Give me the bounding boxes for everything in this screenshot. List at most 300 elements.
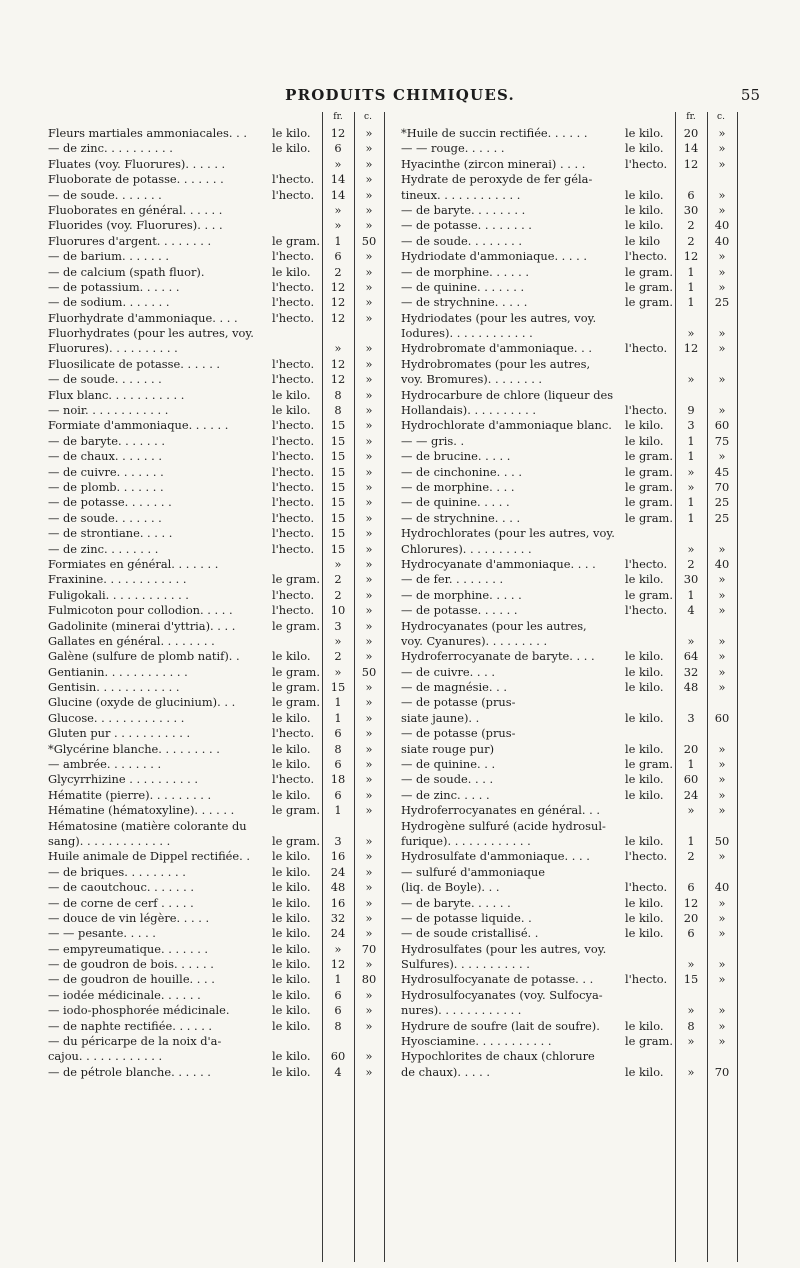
entry-centimes: »	[718, 757, 726, 772]
price-entry	[401, 972, 746, 987]
entry-francs: 15	[330, 526, 346, 541]
entry-unit: le kilo.	[272, 895, 311, 910]
entry-francs: 2	[334, 587, 342, 602]
entry-centimes: »	[718, 957, 726, 972]
entry-centimes: »	[718, 972, 726, 987]
entry-label: *Glycérine blanche. . . . . . . . .	[48, 741, 220, 756]
entry-centimes: »	[718, 603, 726, 618]
entry-unit: l'hecto.	[272, 418, 315, 433]
entry-centimes: »	[718, 372, 726, 387]
entry-label: — — rouge. . . . . .	[401, 141, 505, 156]
entry-unit: l'hecto.	[625, 156, 668, 171]
entry-francs: 3	[334, 618, 342, 633]
entry-centimes: 60	[714, 710, 730, 725]
entry-unit: l'hecto.	[625, 341, 668, 356]
price-entry	[48, 126, 393, 141]
entry-label: Hydrochlorate d'ammoniaque blanc.	[401, 418, 612, 433]
entry-centimes: »	[718, 680, 726, 695]
entry-label: *Huile de succin rectifiée. . . . . .	[401, 126, 588, 140]
entry-francs: 24	[330, 926, 346, 941]
entry-unit: l'hecto.	[272, 279, 315, 294]
entry-francs: »	[334, 341, 342, 356]
entry-unit: le gram.	[625, 449, 673, 464]
entry-francs: 6	[687, 880, 695, 895]
entry-unit: le gram.	[272, 572, 320, 587]
entry-label: — iodo-phosphorée médicinale.	[48, 1003, 230, 1018]
entry-unit: le kilo.	[272, 1064, 311, 1079]
entry-francs: 4	[334, 1064, 342, 1079]
entry-centimes: 25	[714, 295, 730, 310]
entry-francs: 15	[330, 433, 346, 448]
entry-centimes: »	[365, 880, 373, 895]
entry-label: Chlorures). . . . . . . . . .	[401, 541, 532, 556]
entry-unit: le gram.	[272, 618, 320, 633]
entry-francs: 1	[687, 833, 695, 848]
price-entry	[401, 1065, 746, 1080]
price-entry	[401, 988, 746, 1003]
price-entry	[401, 341, 746, 356]
entry-label: — de barium. . . . . . .	[48, 249, 170, 264]
entry-francs: 12	[683, 156, 699, 171]
entry-francs: 20	[683, 126, 699, 140]
entry-label: — de calcium (spath fluor).	[48, 264, 205, 279]
entry-francs: 3	[334, 833, 342, 848]
entry-centimes: »	[365, 726, 373, 741]
entry-centimes: »	[365, 479, 373, 494]
entry-unit: l'hecto.	[272, 249, 315, 264]
entry-francs: 2	[687, 556, 695, 571]
entry-centimes: »	[365, 418, 373, 433]
entry-label: Hématosine (matière colorante du	[48, 818, 247, 833]
entry-label: Glycyrrhizine . . . . . . . . . .	[48, 772, 198, 787]
entry-label: Fluorures). . . . . . . . . .	[48, 341, 178, 356]
price-entry	[48, 896, 393, 911]
price-entry	[48, 649, 393, 664]
entry-unit: le gram.	[625, 587, 673, 602]
entry-unit: le gram.	[625, 757, 673, 772]
entry-label: Hydriodates (pour les autres, voy.	[401, 310, 597, 325]
entry-label: Gallates en général. . . . . . . .	[48, 633, 215, 648]
entry-francs: 30	[683, 572, 699, 587]
entry-centimes: »	[365, 633, 373, 648]
entry-centimes: »	[365, 495, 373, 510]
entry-francs: 1	[687, 279, 695, 294]
price-entry	[401, 911, 746, 926]
entry-label: tineux. . . . . . . . . . . .	[401, 187, 521, 202]
entry-francs: 1	[334, 710, 342, 725]
entry-francs: »	[687, 1064, 695, 1079]
entry-label: — douce de vin légère. . . . .	[48, 910, 210, 925]
page-header	[0, 86, 800, 110]
entry-label: Glucine (oxyde de glucinium). . .	[48, 695, 236, 710]
price-entry	[48, 819, 393, 834]
entry-francs: »	[687, 479, 695, 494]
entry-unit: le kilo.	[625, 202, 664, 217]
entry-label: Fluorides (voy. Fluorures). . . .	[48, 218, 223, 233]
price-entry	[401, 1003, 746, 1018]
entry-francs: »	[334, 556, 342, 571]
price-entry	[401, 249, 746, 264]
entry-centimes: »	[365, 1003, 373, 1018]
price-entry	[401, 203, 746, 218]
price-entry	[48, 403, 393, 418]
entry-centimes: »	[365, 695, 373, 710]
entry-centimes: »	[718, 664, 726, 679]
entry-label: Galène (sulfure de plomb natif). .	[48, 649, 240, 664]
entry-centimes: 40	[714, 233, 730, 248]
entry-francs: 2	[687, 233, 695, 248]
entry-centimes: »	[365, 710, 373, 725]
price-entry	[48, 942, 393, 957]
entry-label: Hydrosulfate d'ammoniaque. . . .	[401, 849, 590, 864]
entry-unit: le kilo.	[625, 187, 664, 202]
entry-francs: 20	[683, 910, 699, 925]
entry-francs: 15	[330, 510, 346, 525]
price-entry	[401, 1049, 746, 1064]
entry-label: Hydrosulfocyanates (voy. Sulfocya-	[401, 987, 603, 1002]
entry-centimes: »	[718, 541, 726, 556]
entry-francs: 60	[330, 1049, 346, 1064]
price-entry	[401, 619, 746, 634]
entry-francs: 30	[683, 202, 699, 217]
entry-unit: le gram.	[625, 510, 673, 525]
entry-francs: 12	[330, 372, 346, 387]
entry-unit: l'hecto.	[272, 310, 315, 325]
entry-unit: le kilo	[625, 233, 661, 248]
entry-label: Gentianin. . . . . . . . . . . .	[48, 664, 188, 679]
price-entry	[401, 695, 746, 710]
entry-unit: le kilo.	[272, 864, 311, 879]
entry-label: voy. Cyanures). . . . . . . . .	[401, 633, 548, 648]
price-entry	[401, 280, 746, 295]
price-entry	[48, 157, 393, 172]
entry-label: — iodée médicinale. . . . . .	[48, 987, 201, 1002]
price-entry	[48, 542, 393, 557]
entry-centimes: »	[365, 387, 373, 402]
entry-unit: l'hecto.	[272, 495, 315, 510]
entry-unit: l'hecto.	[625, 556, 668, 571]
entry-francs: 2	[334, 264, 342, 279]
entry-francs: »	[334, 156, 342, 171]
entry-centimes: »	[365, 541, 373, 556]
entry-unit: le kilo.	[625, 433, 664, 448]
entry-label: — empyreumatique. . . . . . .	[48, 941, 209, 956]
entry-francs: 4	[687, 603, 695, 618]
entry-label: Sulfures). . . . . . . . . . .	[401, 957, 530, 972]
entry-centimes: 70	[714, 479, 730, 494]
entry-label: Hyosciamine. . . . . . . . . . .	[401, 1034, 552, 1049]
price-entry	[48, 880, 393, 895]
entry-centimes: »	[718, 1003, 726, 1018]
entry-centimes: »	[365, 187, 373, 202]
entry-centimes: »	[365, 356, 373, 371]
entry-unit: le kilo.	[625, 1064, 664, 1079]
entry-label: — de morphine. . . . .	[401, 587, 522, 602]
entry-francs: 14	[330, 187, 346, 202]
price-entry	[401, 495, 746, 510]
entry-label: — de cinchonine. . . .	[401, 464, 522, 479]
price-entry	[48, 218, 393, 233]
price-entry	[48, 788, 393, 803]
entry-francs: 12	[330, 957, 346, 972]
entry-centimes: »	[365, 833, 373, 848]
entry-label: — ambrée. . . . . . . .	[48, 757, 162, 772]
page-title: PRODUITS CHIMIQUES.	[285, 86, 515, 104]
entry-unit: le kilo.	[272, 1003, 311, 1018]
entry-francs: 3	[687, 418, 695, 433]
entry-centimes: »	[718, 1034, 726, 1049]
entry-label: — de soude. . . . . . .	[48, 372, 162, 387]
entry-label: — de morphine. . . . . .	[401, 264, 529, 279]
price-entry	[48, 849, 393, 864]
entry-label: Fluates (voy. Fluorures). . . . . .	[48, 156, 226, 171]
entry-centimes: »	[365, 295, 373, 310]
entry-label: Iodures). . . . . . . . . . . .	[401, 326, 533, 341]
entry-centimes: »	[718, 587, 726, 602]
entry-unit: le gram.	[625, 495, 673, 510]
price-entry	[401, 880, 746, 895]
entry-label: (liq. de Boyle). . .	[401, 880, 500, 895]
entry-francs: 12	[683, 341, 699, 356]
entry-unit: le gram.	[625, 264, 673, 279]
price-entry	[401, 357, 746, 372]
entry-francs: 16	[330, 895, 346, 910]
price-entry	[401, 665, 746, 680]
price-entry	[48, 572, 393, 587]
entry-centimes: »	[718, 126, 726, 140]
entry-unit: le kilo.	[272, 849, 311, 864]
price-entry	[401, 434, 746, 449]
entry-centimes: 70	[361, 941, 377, 956]
price-entry	[48, 803, 393, 818]
price-entry	[48, 280, 393, 295]
francs-header: fr.	[686, 112, 696, 122]
entry-label: Hydroferrocyanates en général. . .	[401, 803, 600, 818]
entry-centimes: »	[718, 187, 726, 202]
entry-label: nures). . . . . . . . . . . .	[401, 1003, 522, 1018]
entry-centimes: 60	[714, 418, 730, 433]
entry-label: Formiate d'ammoniaque. . . . . .	[48, 418, 229, 433]
entry-francs: 8	[334, 741, 342, 756]
entry-label: Hématine (hématoxyline). . . . . .	[48, 803, 235, 818]
entry-francs: 6	[334, 787, 342, 802]
price-entry	[401, 957, 746, 972]
entry-label: Fraxinine. . . . . . . . . . . .	[48, 572, 187, 587]
price-entry	[48, 1003, 393, 1018]
entry-centimes: »	[365, 1049, 373, 1064]
entry-label: siate rouge pur)	[401, 741, 495, 756]
entry-label: — de morphine. . . .	[401, 479, 515, 494]
price-entry	[401, 557, 746, 572]
entry-unit: le kilo.	[272, 957, 311, 972]
price-entry	[401, 757, 746, 772]
entry-centimes: »	[718, 249, 726, 264]
entry-centimes: »	[365, 449, 373, 464]
entry-centimes: »	[365, 957, 373, 972]
entry-label: furique). . . . . . . . . . . .	[401, 833, 531, 848]
entry-centimes: »	[365, 572, 373, 587]
entry-centimes: 80	[361, 972, 377, 987]
entry-centimes: »	[365, 895, 373, 910]
entry-label: — noir. . . . . . . . . . . .	[48, 403, 169, 418]
entry-francs: 6	[334, 757, 342, 772]
price-entry	[401, 403, 746, 418]
entry-label: cajou. . . . . . . . . . . .	[48, 1049, 163, 1064]
entry-unit: l'hecto.	[625, 403, 668, 418]
price-entry	[48, 603, 393, 618]
entry-label: Hypochlorites de chaux (chlorure	[401, 1049, 595, 1064]
price-list	[401, 126, 746, 1080]
entry-francs: 15	[330, 541, 346, 556]
entry-francs: 12	[330, 310, 346, 325]
entry-centimes: 45	[714, 464, 730, 479]
price-entry	[48, 188, 393, 203]
entry-francs: 1	[334, 695, 342, 710]
entry-centimes: »	[718, 803, 726, 818]
entry-francs: 15	[683, 972, 699, 987]
price-entry	[401, 141, 746, 156]
entry-centimes: »	[718, 279, 726, 294]
entry-centimes: »	[365, 772, 373, 787]
entry-centimes: 40	[714, 218, 730, 233]
entry-unit: l'hecto.	[625, 603, 668, 618]
entry-francs: »	[687, 803, 695, 818]
entry-label: — de quinine. . .	[401, 757, 496, 772]
entry-francs: 14	[330, 172, 346, 187]
entry-centimes: »	[365, 618, 373, 633]
entry-unit: l'hecto.	[272, 172, 315, 187]
entry-unit: l'hecto.	[625, 972, 668, 987]
price-entry	[401, 311, 746, 326]
entry-centimes: 25	[714, 495, 730, 510]
entry-label: siate jaune). .	[401, 710, 480, 725]
price-entry	[48, 326, 393, 341]
entry-centimes: »	[365, 910, 373, 925]
entry-unit: le kilo.	[272, 141, 311, 156]
price-entry	[48, 619, 393, 634]
entry-unit: l'hecto.	[272, 464, 315, 479]
entry-centimes: »	[365, 864, 373, 879]
price-entry	[401, 372, 746, 387]
entry-label: Fluosilicate de potasse. . . . . .	[48, 356, 221, 371]
entry-unit: le kilo.	[625, 1018, 664, 1033]
price-entry	[48, 234, 393, 249]
price-entry	[401, 388, 746, 403]
entry-centimes: »	[365, 341, 373, 356]
entry-label: Hydrosulfocyanate de potasse. . .	[401, 972, 594, 987]
price-entry	[48, 926, 393, 941]
entry-centimes: »	[365, 849, 373, 864]
price-entry	[401, 326, 746, 341]
entry-centimes: »	[365, 510, 373, 525]
entry-label: Hydrocarbure de chlore (liqueur des	[401, 387, 614, 402]
entry-unit: l'hecto.	[272, 295, 315, 310]
entry-label: — de goudron de bois. . . . . .	[48, 957, 214, 972]
entry-label: — de strontiane. . . . .	[48, 526, 173, 541]
entry-centimes: »	[365, 1018, 373, 1033]
centimes-header: c.	[717, 112, 725, 122]
entry-unit: le kilo.	[272, 1018, 311, 1033]
price-entry	[401, 511, 746, 526]
entry-francs: 12	[330, 295, 346, 310]
price-entry	[48, 357, 393, 372]
entry-francs: 14	[683, 141, 699, 156]
entry-centimes: »	[365, 757, 373, 772]
entry-centimes: 50	[361, 233, 377, 248]
price-entry	[48, 557, 393, 572]
entry-centimes: »	[365, 556, 373, 571]
price-entry	[401, 942, 746, 957]
entry-francs: 10	[330, 603, 346, 618]
price-entry	[48, 695, 393, 710]
entry-centimes: »	[718, 202, 726, 217]
price-entry	[401, 572, 746, 587]
entry-label: — de plomb. . . . . . .	[48, 479, 164, 494]
entry-unit: le kilo.	[272, 1049, 311, 1064]
entry-unit: l'hecto.	[272, 356, 315, 371]
entry-label: — de fer. . . . . . . .	[401, 572, 504, 587]
entry-label: — de soude. . . . . . . .	[401, 233, 523, 248]
entry-francs: »	[687, 1034, 695, 1049]
price-entry	[401, 172, 746, 187]
price-entry	[401, 157, 746, 172]
price-entry	[401, 1019, 746, 1034]
price-entry	[48, 511, 393, 526]
entry-francs: 1	[687, 757, 695, 772]
price-entry	[401, 680, 746, 695]
entry-francs: 2	[687, 218, 695, 233]
price-entry	[48, 957, 393, 972]
entry-francs: »	[334, 941, 342, 956]
right-column	[401, 112, 746, 1262]
centimes-header: c.	[364, 112, 372, 122]
price-entry	[48, 141, 393, 156]
entry-centimes: »	[718, 741, 726, 756]
entry-centimes: »	[365, 926, 373, 941]
price-entry	[48, 372, 393, 387]
entry-label: Fluorhydrates (pour les autres, voy.	[48, 326, 254, 341]
entry-unit: l'hecto.	[272, 479, 315, 494]
entry-francs: 2	[334, 649, 342, 664]
entry-label: Fleurs martiales ammoniacales. . .	[48, 126, 247, 140]
entry-francs: »	[687, 633, 695, 648]
entry-centimes: »	[365, 603, 373, 618]
price-entry	[48, 1065, 393, 1080]
entry-unit: l'hecto.	[625, 849, 668, 864]
entry-label: — de cuivre. . . . . . .	[48, 464, 164, 479]
entry-unit: l'hecto.	[272, 726, 315, 741]
entry-unit: l'hecto.	[272, 433, 315, 448]
entry-francs: 20	[683, 741, 699, 756]
price-entry	[401, 803, 746, 818]
entry-label: Hydrure de soufre (lait de soufre).	[401, 1018, 600, 1033]
entry-centimes: »	[365, 264, 373, 279]
entry-francs: 1	[334, 803, 342, 818]
entry-centimes: »	[365, 987, 373, 1002]
entry-centimes: »	[718, 341, 726, 356]
price-entry	[401, 649, 746, 664]
entry-francs: 12	[683, 249, 699, 264]
entry-francs: 8	[334, 403, 342, 418]
entry-francs: 12	[330, 126, 346, 140]
entry-centimes: »	[718, 649, 726, 664]
entry-francs: 1	[687, 587, 695, 602]
price-entry	[48, 680, 393, 695]
entry-unit: le kilo.	[272, 926, 311, 941]
entry-label: Flux blanc. . . . . . . . . . .	[48, 387, 185, 402]
entry-label: voy. Bromures). . . . . . . .	[401, 372, 543, 387]
entry-centimes: »	[365, 279, 373, 294]
